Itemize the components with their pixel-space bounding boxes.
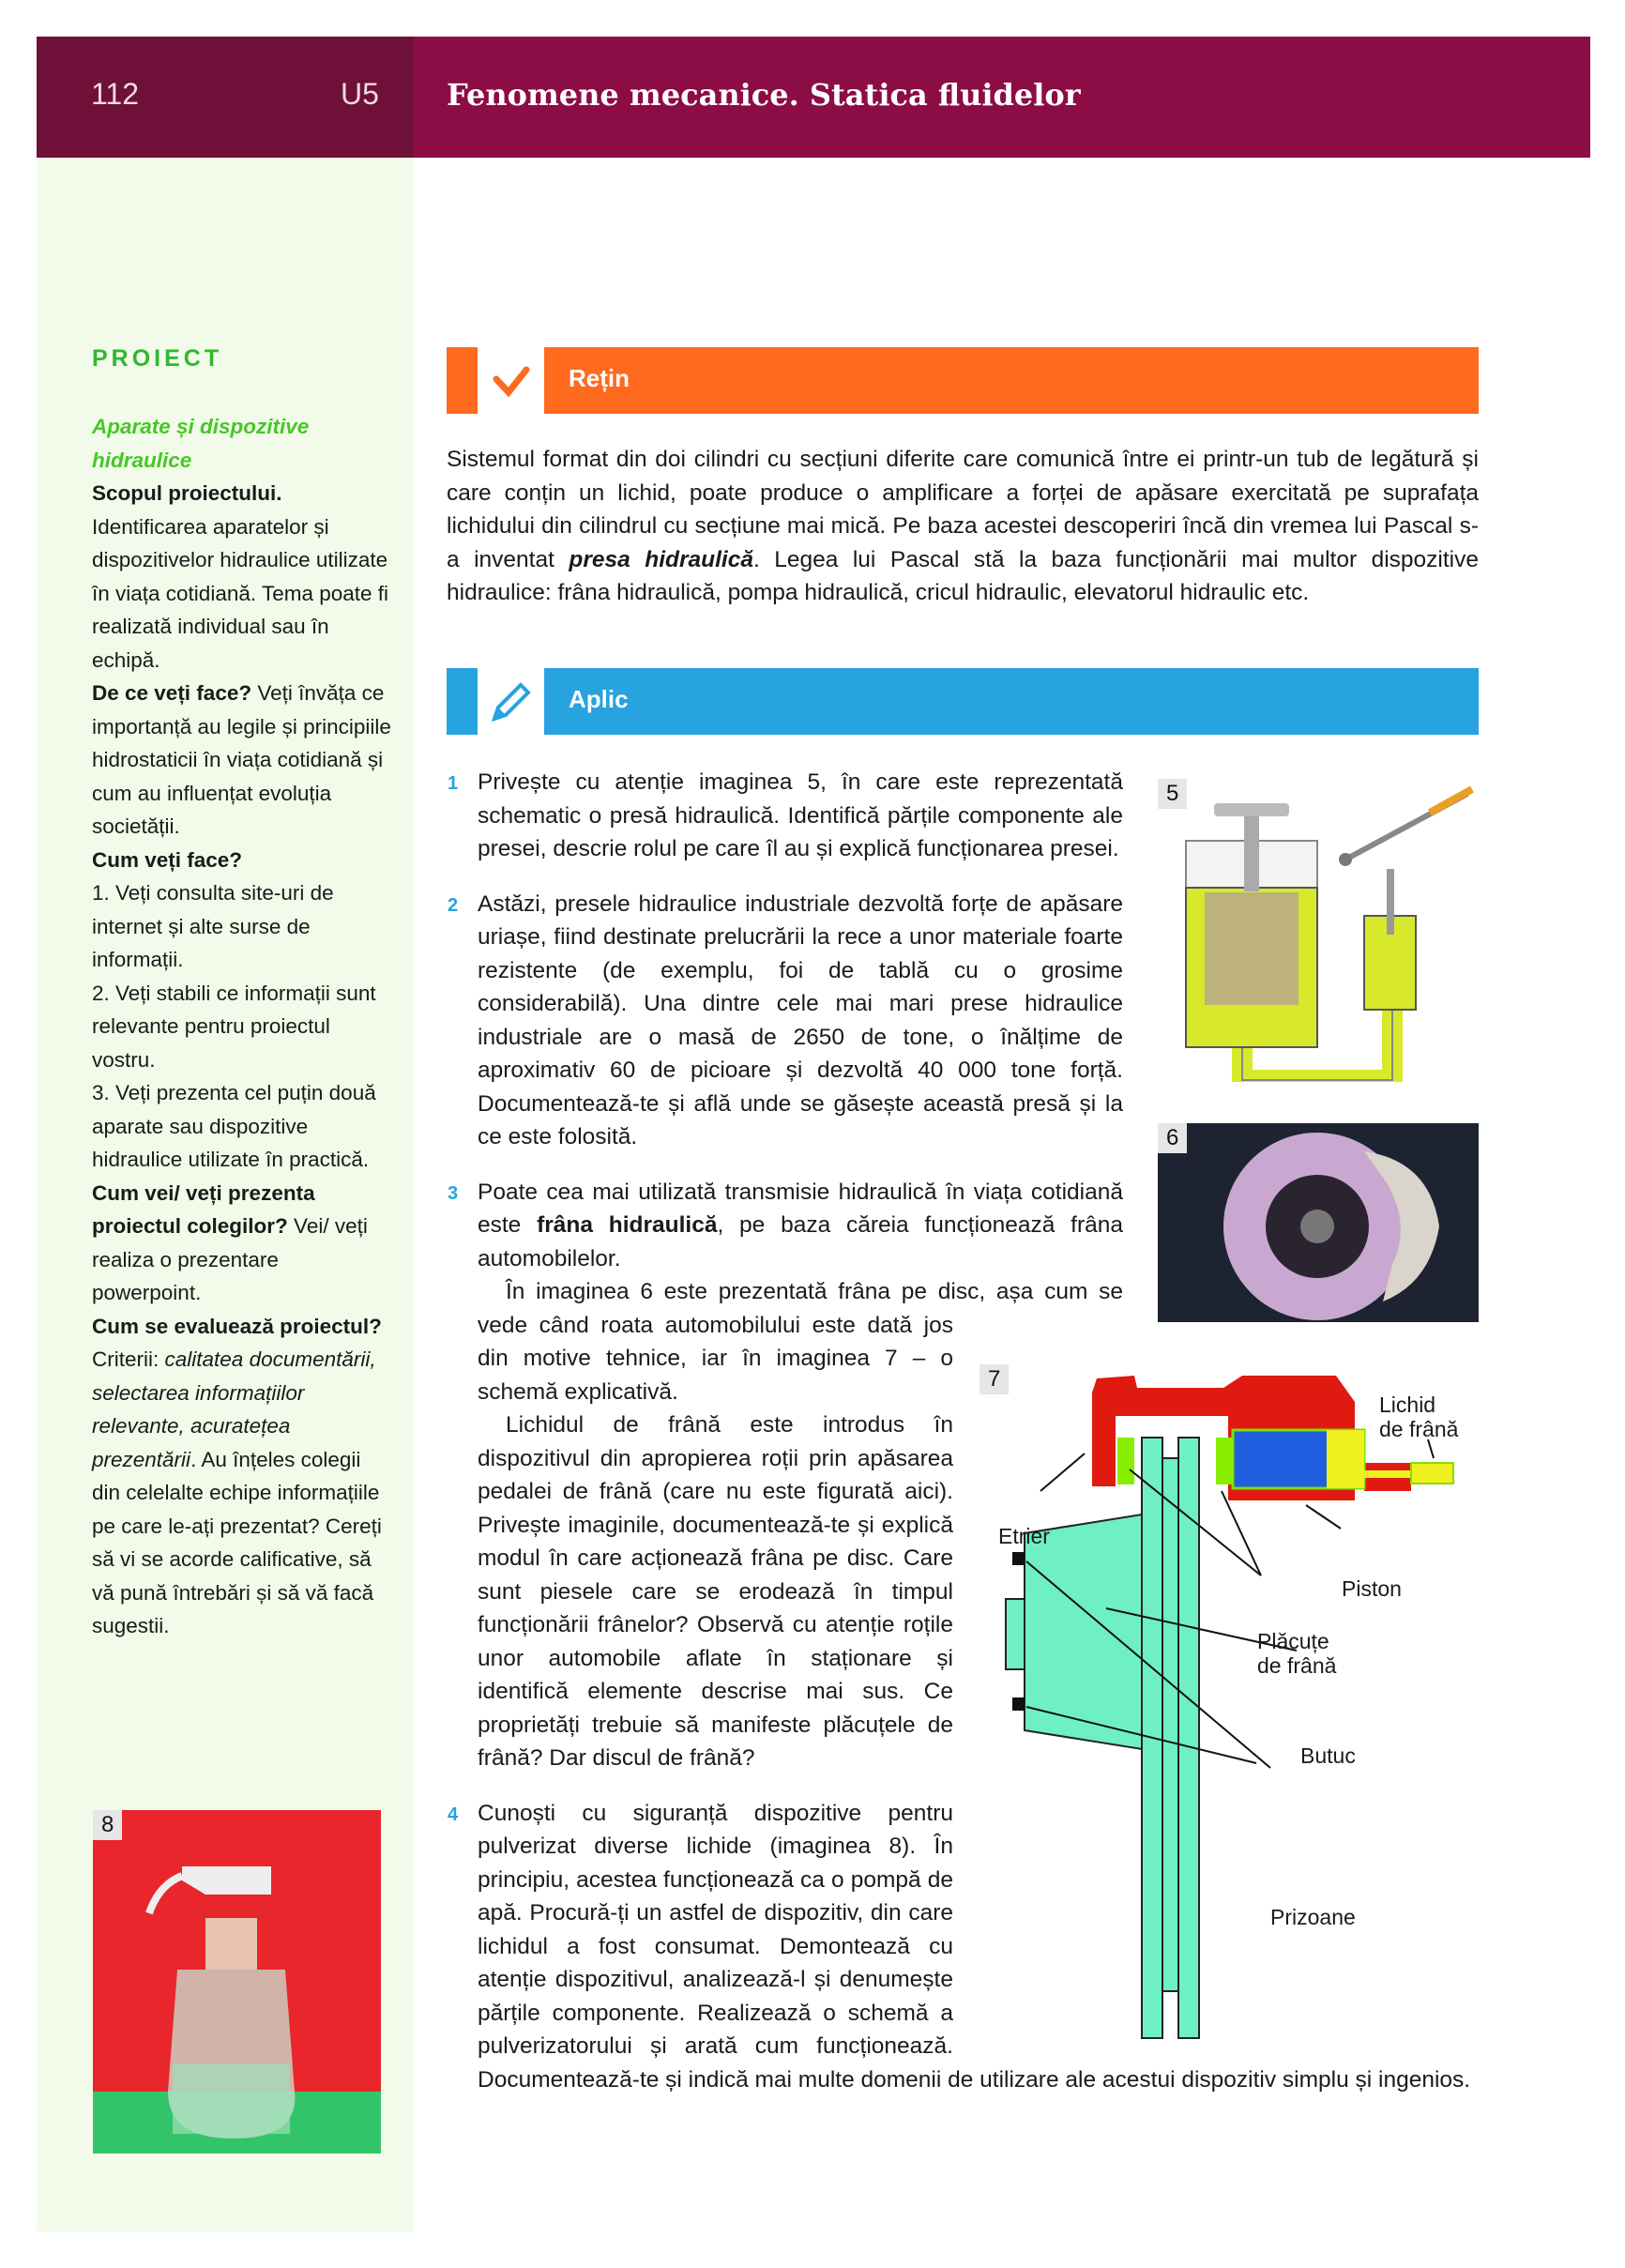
scope-text: Identificarea aparatelor și dispozitivelor hidraulice utilizate în viața cotidiană. Tema poate fi realizată individual sau în echipă.	[92, 514, 389, 672]
exercise-text: Cunoști cu siguranță dispozitive pentru pulverizat diverse lichide (imaginea 8). În principiu, acestea funcționează ca o pompă de apă. Procură-ți un astfel de dispozitiv, din care lichidul a fost consumat. Demontează cu atenție dispozitivul, analizează-l și denumește părțile componente. Realizează o schemă a pulverizatorului și arată cum funcționează. Documentează-te și indică mai multe domenii de utilizare ale acestui dispozitiv simplu și ingenios.	[478, 1800, 1471, 2093]
figure-7-brake-diagram	[980, 1364, 1479, 2042]
label-etrier: Etrier	[998, 1524, 1050, 1548]
step: 3. Veți prezenta cel puțin două aparate sau dispozitive hidraulice utilizate în practică.	[92, 1081, 376, 1171]
figure-number: 5	[1158, 779, 1187, 809]
exercise-text: , pe baza căreia funcționează frâna automobilelor.	[478, 1212, 1123, 1271]
figure-number: 8	[93, 1810, 122, 1840]
retin-text: Sistemul format din doi cilindri cu secțiuni diferite care comunică între ei printr-un tub de legătură și care conțin un lichid, poate produce o amplificare a forței de apăsare exercitată pe suprafața lichidului din cilindrul cu secțiune mai mică. Pe baza acestei descoperiri încă din vremea lui Pascal s-a inventat	[447, 447, 1479, 572]
step: 1. Veți consulta site-uri de internet și alte surse de informații.	[92, 881, 334, 971]
why-heading: De ce veți face?	[92, 681, 252, 705]
label-prizoane: Prizoane	[1270, 1905, 1356, 1929]
retin-banner	[447, 347, 1479, 414]
exercise-text: Astăzi, presele hidraulice industriale dezvoltă forțe de apăsare uriașe, fiind destinate prelucrării la rece a unor materiale foarte rezistente (de exemplu, foi de tablă cu o grosime considerabilă). Una dintre cele mai mari prese hidraulice industriale are o masă de 2650 de tone, o înălțime de aproximativ 60 de picioare și dezvoltă 40 000 tone forță. Documentează-te și află unde se găsește această presă și la ce este folosită.	[478, 890, 1123, 1149]
retin-label: Rețin	[569, 364, 630, 392]
exercise-number: 3	[448, 1182, 459, 1204]
step: 2. Veți stabili ce informații sunt relevante pentru proiectul vostru.	[92, 981, 376, 1072]
exercise-text: În imaginea 6 este prezentată frâna pe disc, așa cum se vede când roata automobilului este dată jos din motive tehnice, iar în imaginea 7 – o schemă explicativă.	[478, 1279, 1123, 1405]
key-term: presa hidraulică	[569, 546, 753, 572]
aplic-label: Aplic	[569, 685, 629, 713]
present-text: Vei/ veți realiza o prezentare powerpoint.	[92, 1214, 368, 1304]
why-text: Veți învăța ce importanță au legile și principiile hidrostaticii în viața cotidiană și cum au influențat evoluția societății.	[92, 681, 391, 838]
project-title: Aparate și dispozitive hidraulice	[92, 415, 310, 472]
label-lichid: Lichid de frână	[1379, 1393, 1459, 1441]
check-icon	[478, 347, 544, 414]
label-butuc: Butuc	[1300, 1743, 1356, 1768]
label-piston: Piston	[1342, 1576, 1402, 1601]
unit-label: U5	[341, 77, 379, 111]
page-number: 112	[91, 77, 140, 111]
aplic-banner	[447, 668, 1479, 735]
figure-5-hydraulic-press	[1158, 775, 1479, 1082]
exercise-number: 2	[448, 894, 459, 916]
label-placute: Plăcuțe de frână	[1257, 1629, 1337, 1678]
how-heading: Cum veți face?	[92, 847, 243, 872]
key-term: frâna hidraulică	[537, 1212, 718, 1238]
retin-text: . Legea lui Pascal stă la baza funcționării mai multor dispozitive hidraulice: frâna hidraulică, pompa hidraulică, cricul hidraulic, elevatorul hidraulic etc.	[447, 546, 1479, 605]
present-heading: Cum vei/ veți prezenta proiectul colegilor?	[92, 1180, 315, 1238]
exercise-text: Privește cu atenție imaginea 5, în care este reprezentată schematic o presă hidraulică. Identifică părțile componente ale presei, descrie rolul pe care îl au și explică funcționarea presei.	[478, 769, 1123, 861]
exercise-number: 1	[448, 773, 459, 794]
exercise-number: 4	[448, 1804, 459, 1825]
project-description	[92, 410, 392, 1643]
eval-text: . Au înțeles colegii din celelalte echipe informațiile pe care le-ați prezentat? Cereți să vi se acorde calificative, să vă pună întrebări și să vă facă sugestii.	[92, 1447, 382, 1637]
exercise-text: Lichidul de frână este introdus în dispozitivul din apropierea roții prin apăsarea pedalei de frână (care nu este figurată aici). Privește imaginile, documentează-te și explică modul în care acționează frâna pe disc. Care sunt piesele care se erodează în timpul funcționării frânelor? Observă cu atenție roțile unor automobile aflate în staționare și identifică elemente descrise mai sus. Ce proprietăți trebuie să manifeste plăcuțele de frână? Dar discul de frână?	[478, 1412, 953, 1771]
figure-6-disc-brake-photo	[1158, 1123, 1479, 1322]
retin-paragraph	[447, 443, 1479, 610]
eval-criteria: calitatea documentării, selectarea informațiilor relevante, acuratețea prezentării	[92, 1347, 376, 1471]
exercise-text: Poate cea mai utilizată transmisie hidraulică în viața cotidiană este	[478, 1179, 1123, 1238]
scope-heading: Scopul proiectului.	[92, 481, 282, 505]
eval-prefix: Criterii:	[92, 1347, 159, 1371]
figure-number: 6	[1158, 1123, 1187, 1153]
pencil-icon	[478, 668, 544, 735]
project-label: PROIECT	[92, 345, 223, 372]
figure-number: 7	[980, 1364, 1009, 1394]
chapter-title: Fenomene mecanice. Statica fluidelor	[447, 77, 1081, 113]
eval-heading: Cum se evaluează proiectul?	[92, 1314, 382, 1338]
figure-8-spray-bottle	[93, 1810, 381, 2154]
